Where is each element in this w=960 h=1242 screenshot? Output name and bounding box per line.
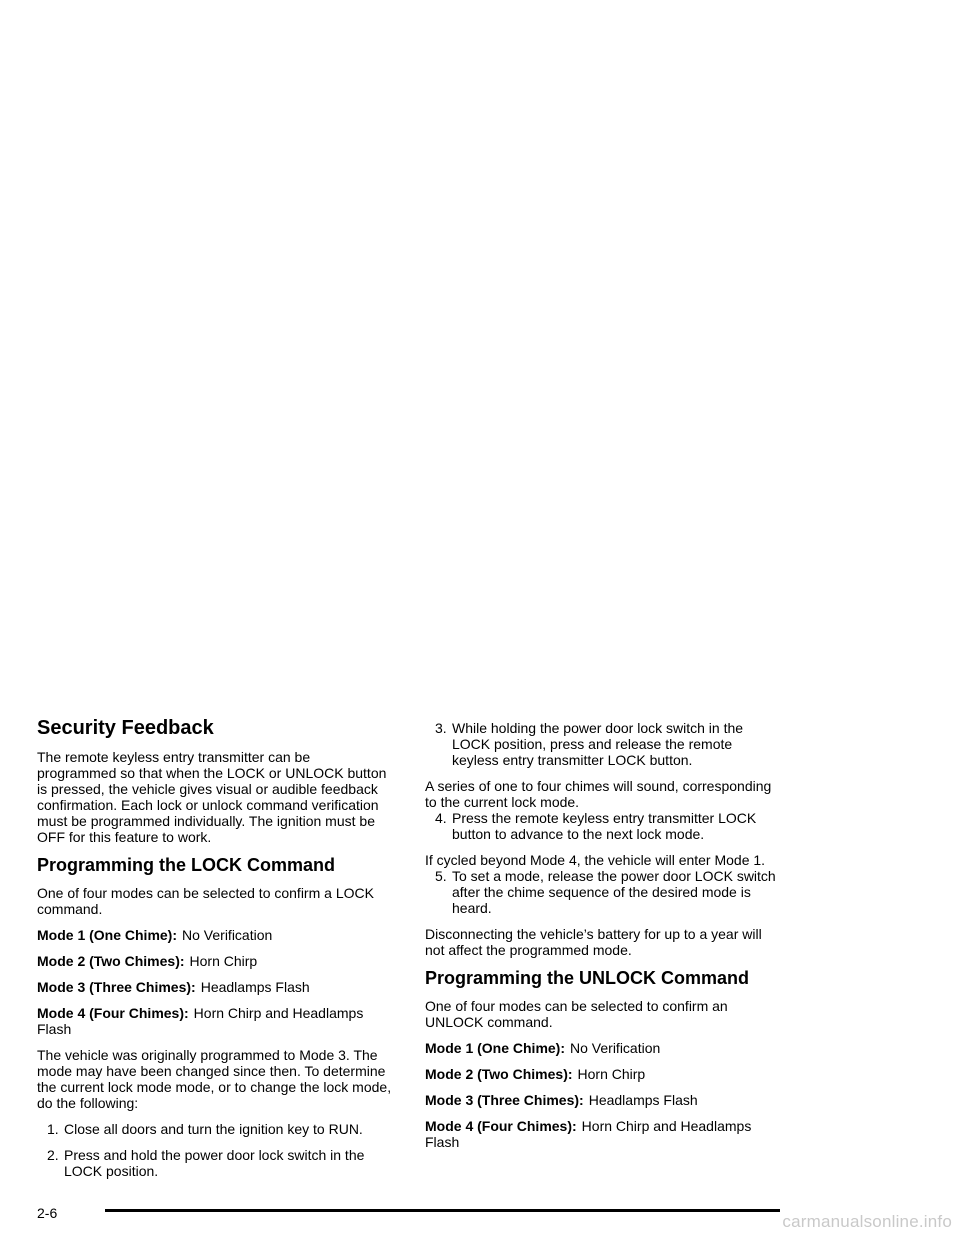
lock-command-intro: One of four modes can be selected to confirm a LOCK command. <box>37 885 374 917</box>
lock-mode-2 <box>37 953 393 969</box>
lock-mode-4 <box>37 1005 393 1037</box>
step-3-note: A series of one to four chimes will sound, corresponding to the current lock mode. <box>425 778 772 810</box>
mode-label: Mode 4 (Four Chimes): <box>37 1005 189 1021</box>
unlock-mode-2 <box>425 1066 781 1082</box>
unlock-command-intro: One of four modes can be selected to confirm an UNLOCK command. <box>425 998 728 1030</box>
step-number: 3. <box>435 720 447 736</box>
step-number: 1. <box>47 1121 59 1137</box>
footer-divider <box>105 1209 780 1212</box>
mode-label: Mode 2 (Two Chimes): <box>37 953 185 969</box>
left-column <box>37 717 393 1189</box>
mode-label: Mode 1 (One Chime): <box>37 927 178 943</box>
heading-unlock-command: Programming the UNLOCK Command <box>425 968 750 988</box>
step-number: 2. <box>47 1147 59 1163</box>
section-title-security-feedback: Security Feedback <box>37 717 214 739</box>
unlock-mode-1 <box>425 1040 781 1056</box>
security-feedback-intro: The remote keyless entry transmitter can be programmed so that when the LOCK or UNLOCK button is pressed, the vehicle gives visual or audible feedback confirmation. Each lock or unlock command verification must be programmed individually. The ignition must be OFF for this feature to work. <box>37 749 387 845</box>
lock-mode-1 <box>37 927 393 943</box>
lock-steps-list <box>37 1121 393 1179</box>
right-column <box>425 720 781 1160</box>
mode-label: Mode 1 (One Chime): <box>425 1040 566 1056</box>
mode-label: Mode 4 (Four Chimes): <box>425 1118 577 1134</box>
mode-value: Horn Chirp <box>577 1066 646 1082</box>
step-text: Close all doors and turn the ignition key to RUN. <box>64 1121 363 1137</box>
unlock-mode-4 <box>425 1118 781 1150</box>
step-2 <box>37 1147 393 1179</box>
step-text: To set a mode, release the power door LOCK switch after the chime sequence of the desired mode is heard. <box>452 868 776 916</box>
mode-value: Horn Chirp and Headlamps Flash <box>37 1005 364 1037</box>
step-number: 5. <box>435 868 447 884</box>
battery-note: Disconnecting the vehicle’s battery for up to a year will not affect the programmed mode. <box>425 926 762 958</box>
lock-steps-list-continued-2 <box>425 810 781 842</box>
mode-label: Mode 2 (Two Chimes): <box>425 1066 573 1082</box>
step-number: 4. <box>435 810 447 826</box>
mode-value: Headlamps Flash <box>588 1092 698 1108</box>
mode-label: Mode 3 (Three Chimes): <box>425 1092 584 1108</box>
page-number: 2-6 <box>37 1205 58 1221</box>
lock-mode-3 <box>37 979 393 995</box>
mode-value: Horn Chirp <box>189 953 258 969</box>
mode-value: No Verification <box>182 927 273 943</box>
step-4-note: If cycled beyond Mode 4, the vehicle will enter Mode 1. <box>425 852 766 868</box>
mode-value: No Verification <box>570 1040 661 1056</box>
step-3 <box>425 720 781 768</box>
mode-value: Headlamps Flash <box>200 979 310 995</box>
step-1 <box>37 1121 393 1137</box>
step-4 <box>425 810 781 842</box>
lock-mode-info: The vehicle was originally programmed to Mode 3. The mode may have been changed since then. To determine the current lock mode mode, or to change the lock mode, do the following: <box>37 1047 392 1111</box>
heading-lock-command: Programming the LOCK Command <box>37 855 336 875</box>
lock-steps-list-continued-3 <box>425 868 781 916</box>
mode-value: Horn Chirp and Headlamps Flash <box>425 1118 752 1150</box>
unlock-mode-3 <box>425 1092 781 1108</box>
step-text: Press and hold the power door lock switch in the LOCK position. <box>64 1147 365 1179</box>
lock-steps-list-continued <box>425 720 781 768</box>
step-text: While holding the power door lock switch in the LOCK position, press and release the remote keyless entry transmitter LOCK button. <box>452 720 744 768</box>
watermark: carmanualsonline.info <box>782 1212 952 1231</box>
step-5 <box>425 868 781 916</box>
mode-label: Mode 3 (Three Chimes): <box>37 979 196 995</box>
step-text: Press the remote keyless entry transmitter LOCK button to advance to the next lock mode. <box>452 810 757 842</box>
